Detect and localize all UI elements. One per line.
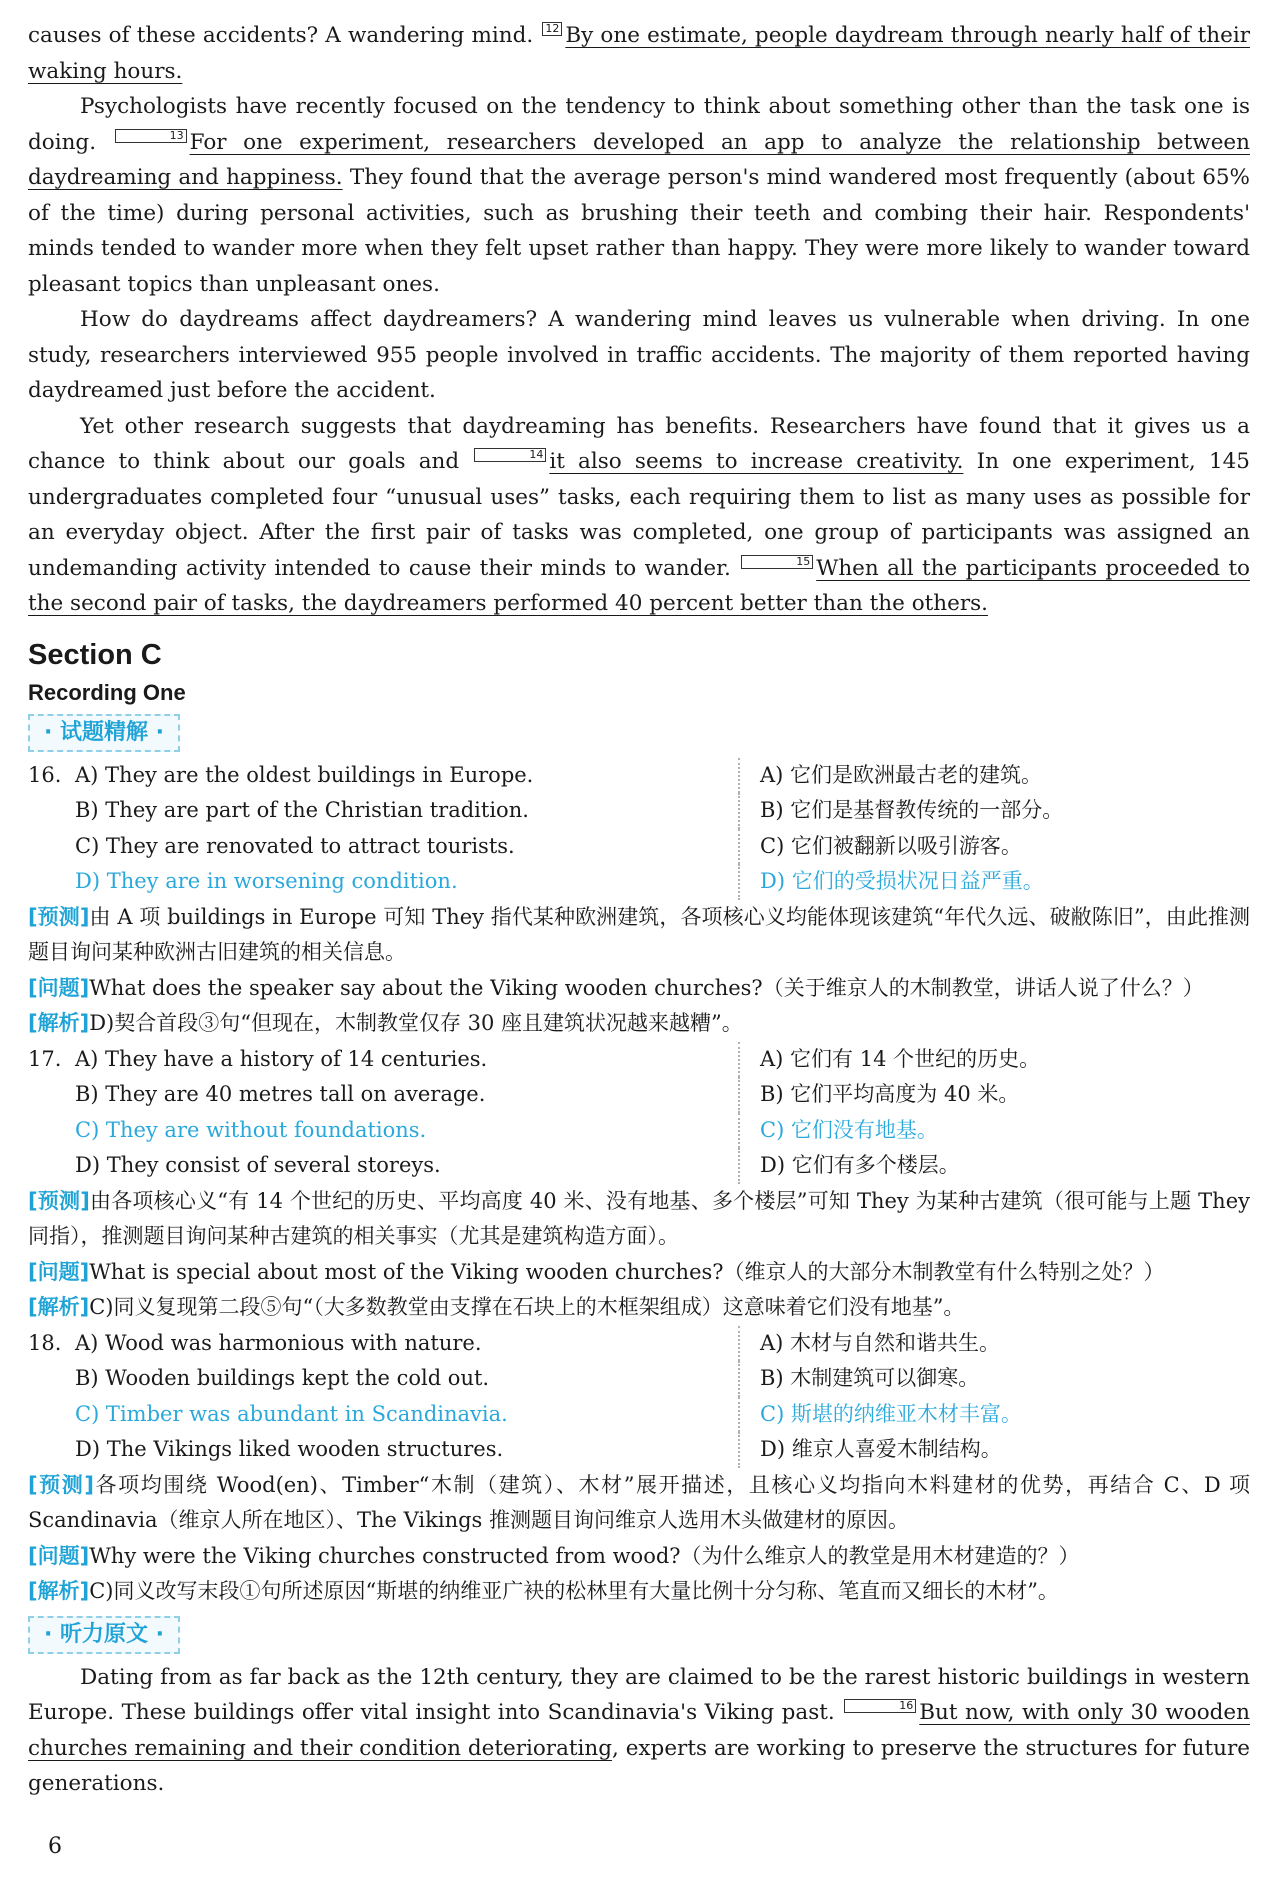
option-en: D) The Vikings liked wooden structures. — [75, 1437, 504, 1461]
option-row — [28, 1397, 1250, 1433]
sentence-marker: 15 — [741, 555, 813, 569]
recording-title: Recording One — [28, 679, 186, 705]
explain-text: C)同义复现第二段⑤句“（大多数教堂由支撑在石块上的木框架组成）这意味着它们没有地基”。 — [89, 1295, 965, 1319]
question-text: What does the speaker say about the Viking wooden churches?（关于维京人的木制教堂，讲话人说了什么？） — [89, 975, 1204, 1000]
text: In one experiment, 145 undergraduates completed four “unusual uses” tasks, each requiring them to list as many uses as possible for an everyday object. After the first pair of tasks was completed, one group of participants was assigned an undemanding activity intended to cause their minds to wander. — [28, 449, 1250, 581]
option-en: D) They are in worsening condition. — [75, 869, 458, 893]
passage-para-1 — [28, 89, 1250, 302]
option-en: C) Timber was abundant in Scandinavia. — [75, 1401, 508, 1426]
option-row — [28, 1042, 1250, 1078]
text: How do daydreams affect daydreamers? A wandering mind leaves us vulnerable when driving. In one study, researchers interviewed 955 people involved in traffic accidents. The majority of them reported having daydreamed just before the accident. — [28, 307, 1250, 403]
option-zh: D) 它们有多个楼层。 — [738, 1148, 1250, 1184]
question-note — [28, 1539, 1250, 1575]
option-en: A) Wood was harmonious with nature. — [75, 1330, 482, 1355]
explain-text: D)契合首段③句“但现在，木制教堂仅存 30 座且建筑状况越来越糟”。 — [89, 1011, 743, 1035]
page — [28, 18, 1250, 1802]
option-row — [28, 1432, 1250, 1468]
predict-text: 由各项核心义“有 14 个世纪的历史、平均高度 40 米、没有地基、多个楼层”可知 They 为某种古建筑（很可能与上题 They 同指），推测题目询问某种古建筑的相关事实（尤其是建筑构造方面）。 — [28, 1188, 1250, 1248]
predict-note — [28, 1468, 1250, 1539]
question-block — [28, 1042, 1250, 1326]
predict-text: 各项均围绕 Wood(en)、Timber“木制（建筑）、木材”展开描述，且核心义均指向木料建材的优势，再结合 C、D 项 Scandinavia（维京人所在地区）、The Vikings 推测题目询问维京人选用木头做建材的原因。 — [28, 1472, 1251, 1532]
option-row — [28, 864, 1250, 900]
explain-note — [28, 1290, 1250, 1326]
page-number: 6 — [48, 1834, 62, 1859]
option-en: B) Wooden buildings kept the cold out. — [75, 1366, 490, 1390]
option-row — [28, 1326, 1250, 1362]
question-tag: [问题] — [28, 1543, 90, 1568]
section-title: Section C — [28, 638, 162, 671]
predict-tag: [预测] — [28, 1188, 90, 1213]
option-en: B) They are part of the Christian tradition. — [75, 798, 529, 822]
question-number: 18. — [28, 1330, 62, 1355]
option-zh: B) 它们是基督教传统的一部分。 — [738, 793, 1250, 829]
predict-text: 由 A 项 buildings in Europe 可知 They 指代某种欧洲建筑，各项核心义均能体现该建筑“年代久远、破敝陈旧”，由此推测题目询问某种欧洲古旧建筑的相关信息。 — [28, 904, 1251, 964]
question-text: What is special about most of the Viking wooden churches?（维京人的大部分木制教堂有什么特别之处？） — [89, 1259, 1165, 1284]
option-zh: D) 它们的受损状况日益严重。 — [738, 864, 1250, 900]
option-en: C) They are renovated to attract tourists. — [75, 833, 515, 858]
text: Psychologists have recently focused on the tendency to think about something other than the task one is doing. — [28, 94, 1250, 155]
predict-note — [28, 1184, 1250, 1255]
option-en: A) They have a history of 14 centuries. — [75, 1046, 488, 1071]
question-number: 16. — [28, 762, 62, 787]
option-en: D) They consist of several storeys. — [75, 1153, 441, 1177]
option-row — [28, 1077, 1250, 1113]
option-zh: A) 它们有 14 个世纪的历史。 — [738, 1042, 1250, 1078]
option-zh: C) 它们没有地基。 — [738, 1113, 1250, 1149]
sentence-marker: 13 — [115, 129, 187, 143]
explain-text: C)同义改写末段①句所述原因“斯堪的纳维亚广袂的松林里有大量比例十分匀称、笔直而又细长的木材”。 — [89, 1579, 1059, 1603]
analysis-badge: · 试题精解 · — [28, 714, 180, 752]
predict-tag: [预测] — [28, 1472, 94, 1497]
question-block — [28, 758, 1250, 1042]
question-block — [28, 1326, 1250, 1610]
underlined-sentence: it also seems to increase creativity. — [549, 449, 964, 474]
option-zh: C) 斯堪的纳维亚木材丰富。 — [738, 1397, 1250, 1433]
explain-note — [28, 1574, 1250, 1610]
option-row — [28, 1113, 1250, 1149]
question-text: Why were the Viking churches constructed from wood?（为什么维京人的教堂是用木材建造的？） — [89, 1543, 1080, 1568]
option-row — [28, 758, 1250, 794]
predict-tag: [预测] — [28, 904, 90, 929]
transcript-para — [28, 1660, 1250, 1802]
passage-para-3 — [28, 409, 1250, 622]
explain-tag: [解析] — [28, 1579, 90, 1603]
option-row — [28, 829, 1250, 865]
text: They found that the average person's mind wandered most frequently (about 65% of the time) during personal activities, such as brushing their teeth and combing their hair. Respondents' minds tended to wander more when they felt upset rather than happy. They were more likely to wander toward pleasant topics than unpleasant ones. — [28, 165, 1250, 297]
question-tag: [问题] — [28, 975, 90, 1000]
question-list — [28, 758, 1250, 1610]
question-note — [28, 971, 1250, 1007]
option-zh: B) 它们平均高度为 40 米。 — [738, 1077, 1250, 1113]
underlined-sentence: By one estimate, people daydream through nearly half of their waking hours. — [28, 23, 1250, 84]
option-row — [28, 793, 1250, 829]
predict-note — [28, 900, 1250, 971]
option-zh: B) 木制建筑可以御寒。 — [738, 1361, 1250, 1397]
transcript-badge: · 听力原文 · — [28, 1616, 180, 1654]
underlined-sentence: For one experiment, researchers developed an app to analyze the relationship between daydreaming and happiness. — [28, 129, 1250, 190]
option-zh: A) 木材与自然和谐共生。 — [738, 1326, 1250, 1362]
question-number: 17. — [28, 1046, 62, 1071]
option-en: C) They are without foundations. — [75, 1117, 427, 1142]
option-row — [28, 1148, 1250, 1184]
text: causes of these accidents? A wandering mind. — [28, 23, 541, 48]
underlined-sentence: When all the participants proceeded to the second pair of tasks, the daydreamers performed 40 percent better than the others. — [28, 555, 1250, 616]
text: Yet other research suggests that daydreaming has benefits. Researchers have found that it gives us a chance to think about our goals and — [28, 413, 1250, 474]
option-zh: D) 维京人喜爱木制结构。 — [738, 1432, 1250, 1468]
explain-tag: [解析] — [28, 1295, 90, 1319]
text: , experts are working to preserve the structures for future generations. — [28, 1735, 1250, 1796]
underlined-sentence: But now, with only 30 wooden churches remaining and their condition deteriorating — [28, 1700, 1250, 1761]
option-en: A) They are the oldest buildings in Europe. — [75, 762, 534, 787]
question-note — [28, 1255, 1250, 1291]
sentence-marker: 14 — [474, 448, 546, 462]
option-zh: C) 它们被翻新以吸引游客。 — [738, 829, 1250, 865]
passage-para-2 — [28, 302, 1250, 409]
sentence-marker: 12 — [542, 22, 562, 36]
passage-para-0 — [28, 18, 1250, 89]
explain-note — [28, 1006, 1250, 1042]
option-row — [28, 1361, 1250, 1397]
option-zh: A) 它们是欧洲最古老的建筑。 — [738, 758, 1250, 794]
explain-tag: [解析] — [28, 1011, 90, 1035]
option-en: B) They are 40 metres tall on average. — [75, 1082, 486, 1106]
sentence-marker: 16 — [844, 1699, 916, 1713]
question-tag: [问题] — [28, 1259, 90, 1284]
text: Dating from as far back as the 12th century, they are claimed to be the rarest historic buildings in western Europe. These buildings offer vital insight into Scandinavia's Viking past. — [28, 1664, 1250, 1725]
